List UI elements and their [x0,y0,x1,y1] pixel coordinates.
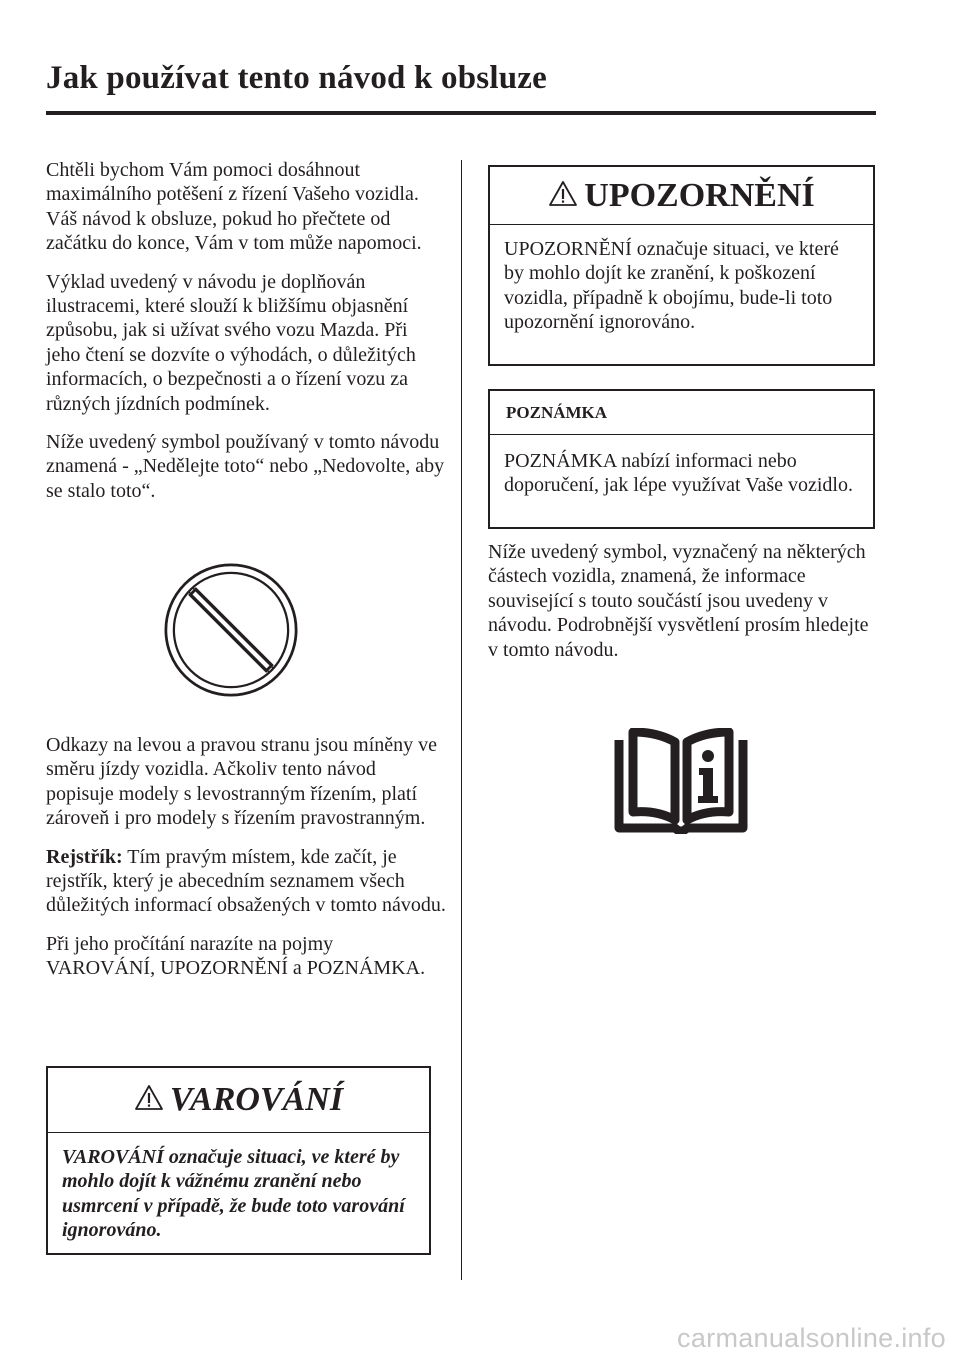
manual-symbol-paragraph: Níže uvedený symbol, vyznačený na některých částech vozidla, znamená, že informace související s touto součástí jsou uvedeny v návodu. Podrobnější vysvětlení prosím hledejte v tomto návodu. [488,541,869,661]
watermark: carmanualsonline.info [677,1323,946,1353]
prohibition-icon [163,562,299,698]
index-text: Tím pravým místem, kde začít, je rejstřík, který je abecedním seznamem všech důležitých informací obsažených v tomto návodu. [46,845,446,917]
warning-heading: VAROVÁNÍ [169,1081,344,1118]
index-label: Rejstřík: [46,845,123,868]
left-column-lower [46,733,446,995]
warning-text: VAROVÁNÍ označuje situaci, ve které by mohlo dojít k vážnému zranění nebo usmrcení v případě, že bude toto varování ignorováno. [62,1146,405,1242]
caution-box-header [490,167,873,225]
index-paragraph [46,845,446,918]
caution-text: UPOZORNĚNÍ označuje situaci, ve které by mohlo dojít ke zranění, k poškození vozidla, případně k obojímu, bude-li toto upozornění ignorováno. [504,238,839,334]
note-text: POZNÁMKA nabízí informaci nebo doporučení, jak lépe využívat Vaše vozidlo. [504,450,853,497]
note-box [488,389,875,529]
warning-triangle-icon [548,180,578,212]
caution-heading: UPOZORNĚNÍ [584,176,815,214]
warning-triangle-icon [134,1084,164,1116]
note-heading: POZNÁMKA [506,402,608,422]
warning-box [46,1066,431,1255]
caution-box [488,165,875,366]
right-column [488,540,878,676]
warning-box-header [48,1068,429,1133]
terms-paragraph: Při jeho pročítání narazíte na pojmy VAROVÁNÍ, UPOZORNĚNÍ a POZNÁMKA. [46,932,426,980]
intro-paragraph: Chtěli bychom Vám pomoci dosáhnout maximálního potěšení z řízení Vašeho vozidla. Váš návod k obsluze, pokud ho přečtete od začátku do konce, Vám v tom může napomoci. [46,159,422,255]
sides-paragraph: Odkazy na levou a pravou stranu jsou míněny ve směru jízdy vozidla. Ačkoliv tento návod popisuje modely s levostranným řízením, platí zároveň i pro modely s řízením pravostranným. [46,734,438,830]
owners-manual-icon [613,728,749,834]
illustrations-paragraph: Výklad uvedený v návodu je doplňován ilustracemi, které slouží k bližšímu objasnění způsobu, jak si užívat svého vozu Mazda. Při jeho čtení se dozvíte o výhodách, o důležitých informacích, o bezpečnosti a o řízení vozu za různých jízdních podmínek. [46,270,416,415]
note-box-header [490,391,873,435]
column-divider [461,160,462,1280]
title-rule [46,111,876,115]
left-column [46,158,446,517]
symbol-paragraph: Níže uvedený symbol používaný v tomto návodu znamená - „Nedělejte toto“ nebo „Nedovolte, aby se stalo toto“. [46,431,445,502]
page-title: Jak používat tento návod k obsluze [46,60,547,96]
